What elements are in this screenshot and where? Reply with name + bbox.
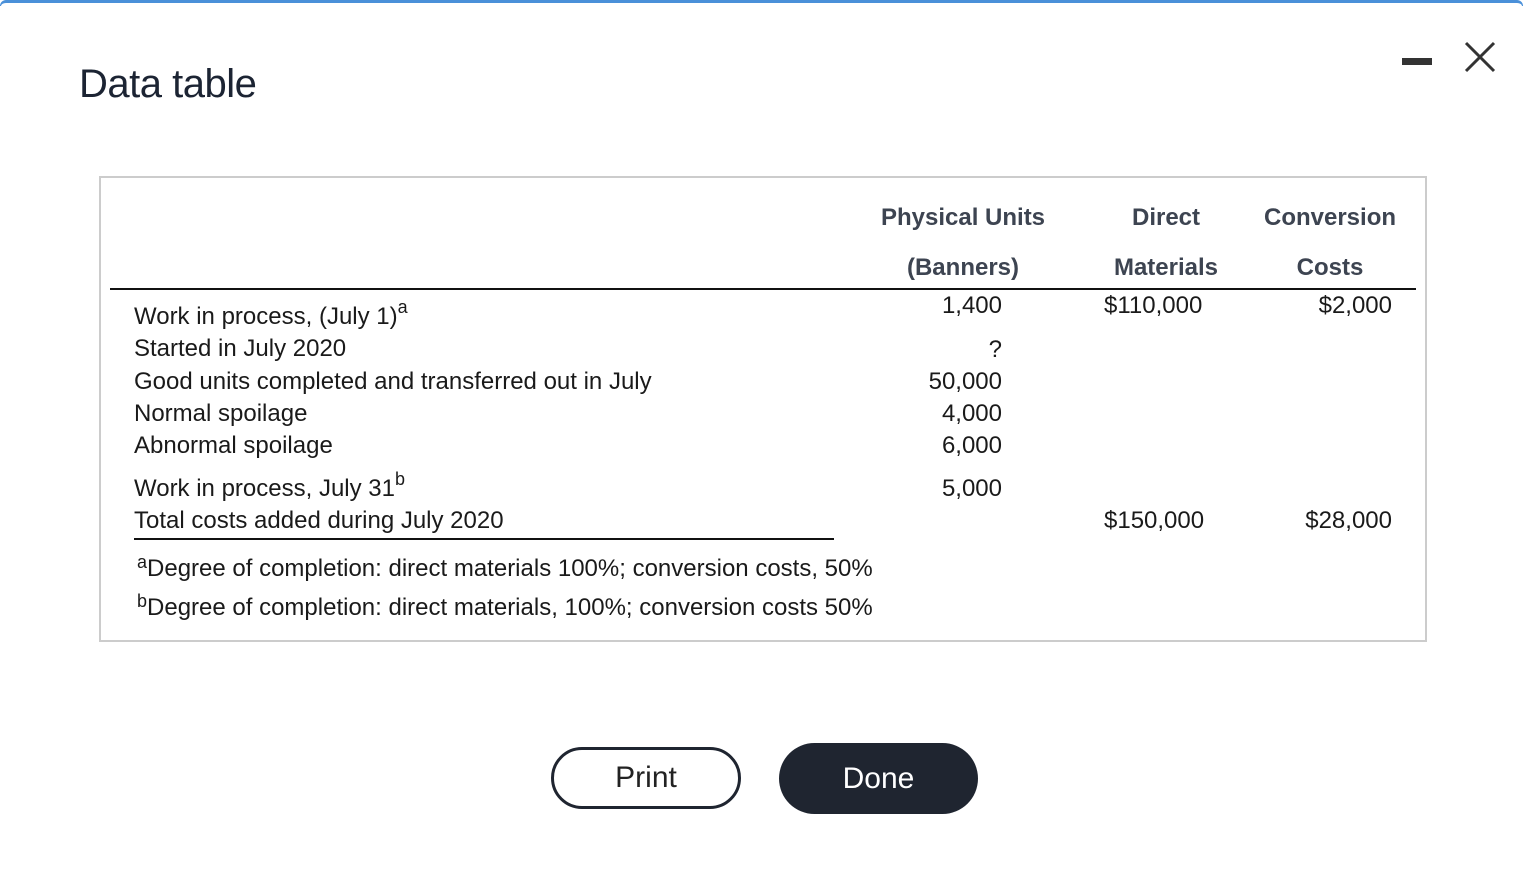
done-button[interactable]: Done — [779, 743, 978, 814]
row-wip-july1-dm: $110,000 — [1104, 292, 1203, 319]
row-abnormal-spoilage-units: 6,000 — [941, 432, 1002, 459]
row-normal-spoilage-units: 4,000 — [941, 400, 1002, 427]
footnote-b: $^b$Degree of completion: direct materials, 100%; conversion costs 50% — [137, 591, 873, 621]
close-x-glyph — [1463, 40, 1497, 74]
row-total-costs-cc: $28,000 — [1305, 507, 1392, 534]
row-label-good-units: Good units completed and transferred out in July — [134, 368, 652, 395]
header-costs: Costs — [1296, 254, 1364, 281]
row-wip-july1-units: 1,400 — [941, 292, 1002, 319]
row-label-normal-spoilage: Normal spoilage — [134, 400, 308, 427]
total-divider — [134, 538, 834, 540]
row-label-abnormal-spoilage: Abnormal spoilage — [134, 432, 333, 459]
header-materials: Materials — [1113, 254, 1219, 281]
minimize-icon[interactable] — [1402, 55, 1432, 69]
dialog-title: Data table — [79, 62, 257, 106]
header-conversion: Conversion — [1263, 204, 1397, 231]
row-total-costs-dm: $150,000 — [1104, 507, 1205, 534]
row-label-wip-july1: Work in process, (July 1)$^a$ — [134, 297, 408, 330]
minimize-bar — [1402, 58, 1432, 65]
row-label-wip-july31: Work in process, July 31$^b$ — [134, 469, 406, 502]
print-button[interactable]: Print — [551, 747, 741, 809]
row-label-started: Started in July 2020 — [134, 335, 347, 362]
row-good-units-units: 50,000 — [928, 368, 1002, 395]
close-icon[interactable] — [1463, 40, 1497, 74]
header-physical-units: Physical Units — [880, 204, 1046, 231]
row-wip-july1-cc: $2,000 — [1318, 292, 1392, 319]
header-banners: (Banners) — [906, 254, 1020, 281]
header-divider — [110, 288, 1416, 290]
row-wip-july31-units: 5,000 — [941, 475, 1002, 502]
row-started-units: ? — [988, 336, 1002, 363]
footnote-a: $^a$Degree of completion: direct materials 100%; conversion costs, 50% — [137, 552, 873, 582]
row-label-total-costs: Total costs added during July 2020 — [134, 507, 504, 534]
header-direct: Direct — [1131, 204, 1201, 231]
dialog-top-border — [0, 0, 1523, 6]
